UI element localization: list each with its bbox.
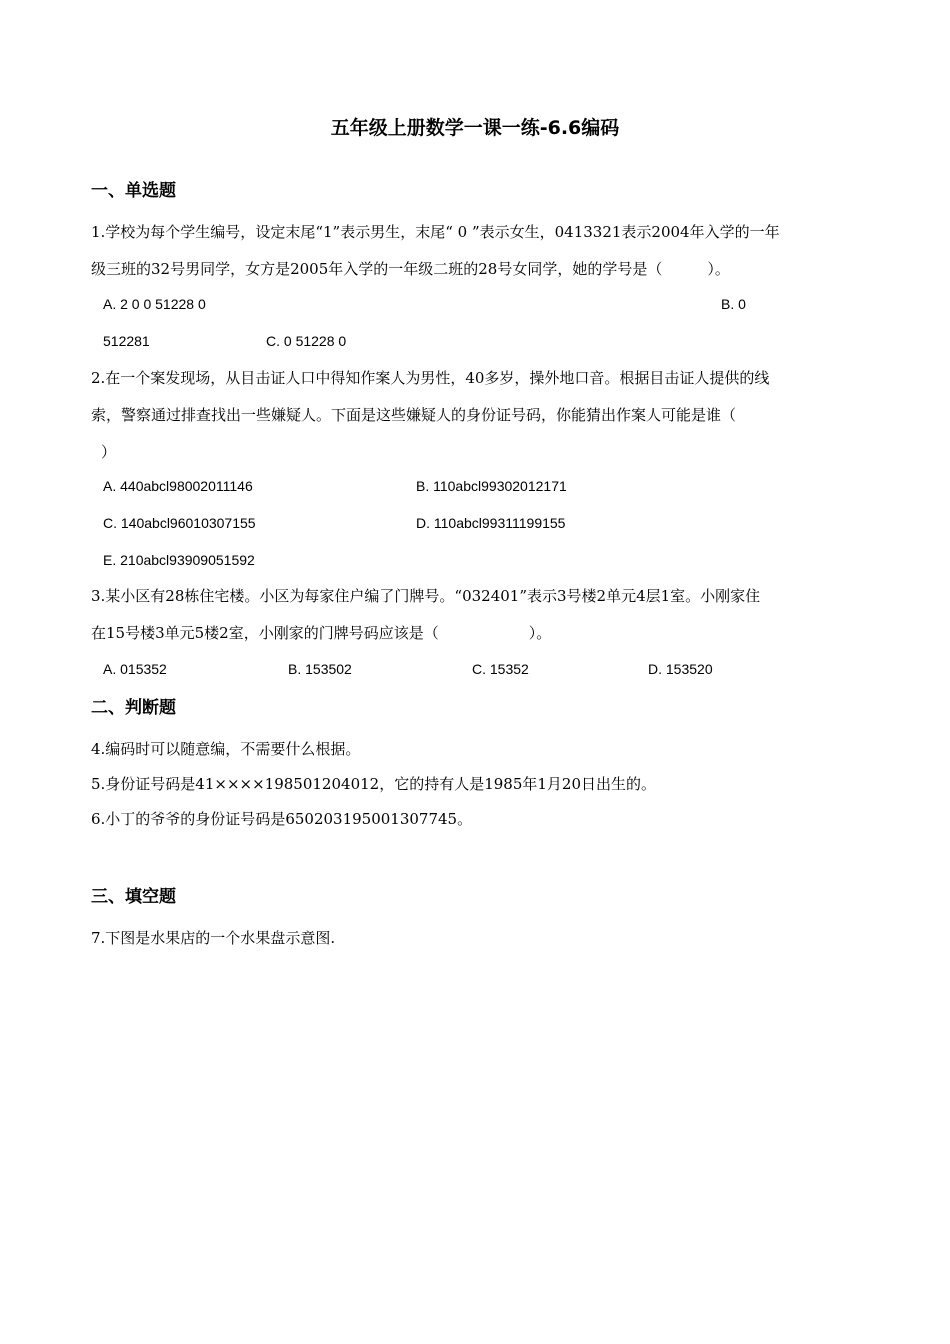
question-2-text-line1: 2.在一个案发现场，从目击证人口中得知作案人为男性，40多岁，操外地口音。根据目击证人提供的线: [91, 369, 770, 387]
question-2-option-e: E. 210abcl93909051592: [103, 552, 255, 568]
section-heading-fill-blank: 三、填空题: [91, 887, 176, 907]
question-3-text-line2: 在15号楼3单元5楼2室，小刚家的门牌号码应该是（ ）。: [91, 624, 552, 642]
question-1-option-b-label: B. 0: [721, 296, 746, 312]
question-2-option-a: A. 440abcl98002011146: [103, 478, 253, 494]
question-2-text-line2: 索，警察通过排查找出一些嫌疑人。下面是这些嫌疑人的身份证号码，你能猜出作案人可能是谁（: [91, 406, 737, 424]
question-3-option-b: B. 153502: [288, 661, 352, 677]
question-3-option-a: A. 015352: [103, 661, 167, 677]
page-title: 五年级上册数学一课一练-6.6编码: [330, 117, 620, 139]
question-1-text-line2: 级三班的32号男同学，女方是2005年入学的一年级二班的28号女同学，她的学号是（ ）。: [91, 260, 730, 278]
question-2-option-c: C. 140abcl96010307155: [103, 515, 256, 531]
question-4-text: 4.编码时可以随意编，不需要什么根据。: [91, 740, 361, 758]
question-1-text-line1: 1.学校为每个学生编号，设定末尾“1”表示男生，末尾“ 0 ”表示女生，0413321表示2004年入学的一年: [91, 223, 780, 241]
question-1-option-a: A. 2 0 0 51228 0: [103, 296, 206, 312]
question-2-option-b: B. 110abcl99302012171: [416, 478, 567, 494]
question-3-option-d: D. 153520: [648, 661, 713, 677]
question-3-option-c: C. 15352: [472, 661, 529, 677]
question-1-option-c: C. 0 51228 0: [266, 333, 347, 349]
question-7-text: 7.下图是水果店的一个水果盘示意图.: [91, 929, 336, 947]
section-heading-single-choice: 一、单选题: [91, 181, 176, 201]
question-2-option-d: D. 110abcl99311199155: [416, 515, 566, 531]
question-1-option-b-value: 512281: [103, 333, 150, 349]
question-6-text: 6.小丁的爷爷的身份证号码是650203195001307745。: [91, 810, 473, 828]
question-3-text-line1: 3.某小区有28栋住宅楼。小区为每家住户编了门牌号。“032401”表示3号楼2单元4层1室。小刚家住: [91, 587, 761, 605]
question-5-text: 5.身份证号码是41××××198501204012，它的持有人是1985年1月20日出生的。: [91, 775, 656, 793]
section-heading-true-false: 二、判断题: [91, 698, 176, 718]
question-2-text-line3: ）: [101, 443, 117, 461]
